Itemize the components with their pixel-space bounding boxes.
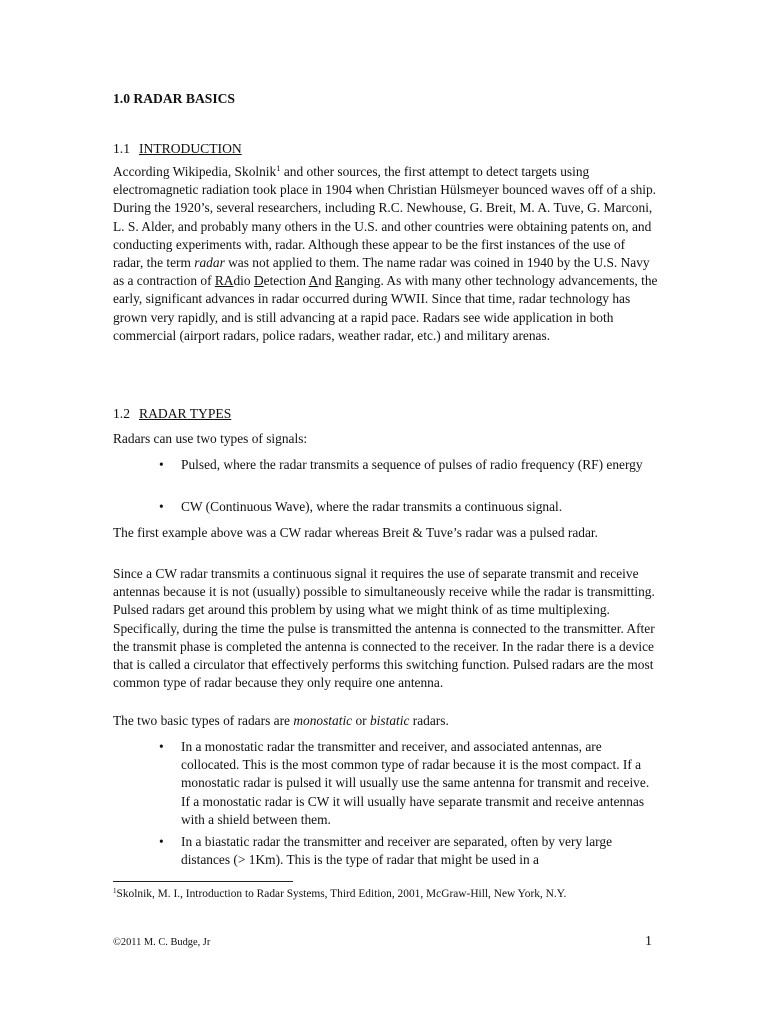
footnote-text: Skolnik, M. I., Introduction to Radar Systems, Third Edition, 2001, McGraw-Hill, New York, N.Y. — [116, 888, 567, 900]
bullet-text: CW (Continuous Wave), where the radar transmits a continuous signal. — [181, 499, 563, 514]
section-title: INTRODUCTION — [139, 141, 242, 156]
acronym-letter: RA — [214, 273, 234, 289]
text-run: The two basic types of radars are — [113, 713, 294, 728]
footnote-divider — [113, 881, 293, 882]
footnote — [113, 888, 673, 900]
bullet-glyph: • — [159, 457, 164, 472]
text-run: According Wikipedia, Skolnik — [113, 164, 277, 179]
bullet-item-cw — [159, 498, 659, 518]
text-run: radars. — [409, 713, 449, 728]
bullet-item-pulsed — [159, 456, 659, 496]
footnote-marker: 1 — [113, 887, 117, 895]
acronym-letter: R — [335, 273, 344, 289]
section-heading-introduction — [113, 141, 658, 157]
text-run: . As with many other technology advancements, the early, significant advances in radar occurred during WWII. Since that time, radar technology has grown very rapidly, and is still advancing at a rapid pace. Radars see wide application in both commercial (airport radars, police radars, weather radar, etc.) and military arenas. — [113, 273, 658, 343]
bullet-text: In a biastatic radar the transmitter and receiver are separated, often by very large distances (> 1Km). This is the type of radar that might be used in a — [181, 834, 613, 868]
text-run: etection — [263, 273, 309, 289]
bullet-text: Pulsed, where the radar transmits a sequence of pulses of radio frequency (RF) energy — [181, 457, 643, 472]
section-number: 1.1 — [113, 141, 130, 156]
bullet-glyph: • — [159, 834, 164, 849]
text-run: was not applied to them. The name radar was coined in 1940 by the U.S. Navy as a contraction of — [113, 255, 650, 289]
page-number: 1 — [645, 934, 652, 949]
bullet-item-bistatic — [159, 833, 659, 873]
text-run: dio — [233, 273, 254, 289]
acronym-letter: D — [253, 273, 264, 289]
acronym-letter: A — [308, 273, 319, 289]
example-paragraph: The first example above was a CW radar whereas Breit & Tuve’s radar was a pulsed radar. — [113, 525, 599, 540]
text-run: and other sources, the first attempt to detect targets using electromagnetic radiation took place in 1904 when Christian Hülsmeyer bounced waves off of a ship. During the 1920’s, several researchers, including R.C. Newhouse, G. Breit, M. A. Tuve, G. Marconi, L. S. Alder, and probably many others in the U.S. and other countries were obtaining patents on, and conducting experiments with, radar. Although these appear to be the first instances of the use of radar, the term — [113, 164, 657, 271]
text-run: or — [352, 713, 370, 728]
cw-paragraph: Since a CW radar transmits a continuous signal it requires the use of separate transmit and receive antennas because it is not (usually) possible to simultaneously receive while the radar is transmitting. Pulsed radars get around this problem by using what we might think of as time multiplexing. Specifically, during the time the pulse is transmitted the antenna is connected to the transmitter. After the transmit phase is completed the antenna is connected to the receiver. In the radar there is a device that is called a circulator that effectively performs this switching function. Pulsed radars are the most common type of radar because they only require one antenna. — [113, 566, 655, 691]
italic-term: radar — [194, 255, 225, 271]
intro-paragraph — [113, 163, 658, 345]
section-title: RADAR TYPES — [139, 406, 232, 421]
bullet-text: In a monostatic radar the transmitter and receiver, and associated antennas, are collocated. This is the most common type of radar because it is the most compact. If a monostatic radar is pulsed it will usually use the same antenna for transmit and receive. If a monostatic radar is CW it will usually have separate transmit and receive antennas with a shield between them. — [181, 739, 650, 827]
signals-intro: Radars can use two types of signals: — [113, 431, 308, 446]
bullet-item-monostatic — [159, 738, 659, 834]
radar-types-paragraph — [113, 712, 658, 730]
section-number: 1.2 — [113, 406, 130, 421]
text-run: anging — [343, 273, 381, 289]
page-title: 1.0 RADAR BASICS — [113, 91, 235, 106]
italic-term: monostatic — [293, 713, 353, 728]
text-run: nd — [318, 273, 336, 289]
footnote-ref: 1 — [276, 163, 281, 173]
copyright-notice: ©2011 M. C. Budge, Jr — [113, 937, 211, 948]
italic-term: bistatic — [369, 713, 410, 728]
bullet-glyph: • — [159, 739, 164, 754]
section-heading-radar-types — [113, 406, 658, 422]
bullet-glyph: • — [159, 499, 164, 514]
